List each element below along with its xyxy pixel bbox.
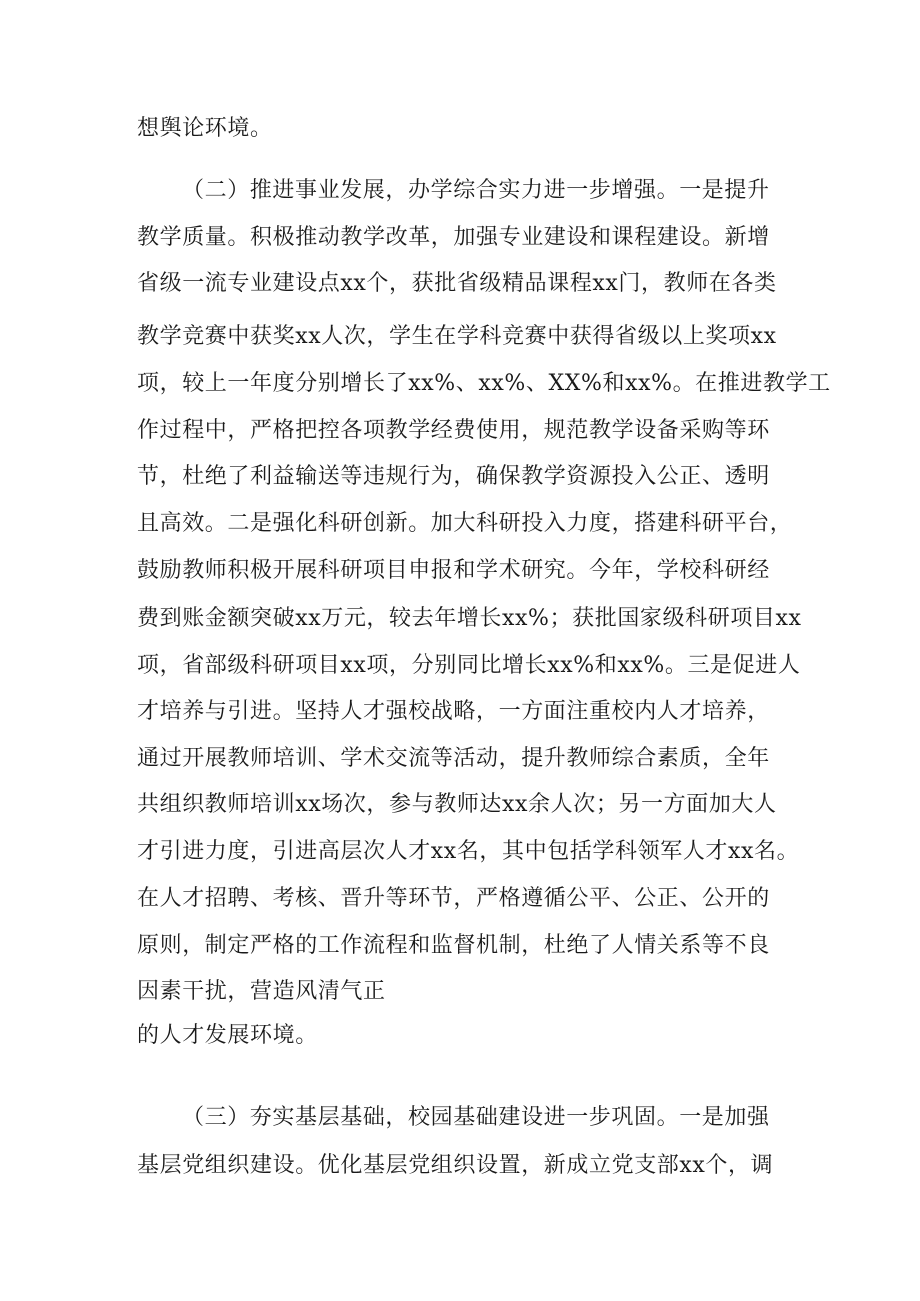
- text-line: 教学竞赛中获奖xx人次，学生在学科竞赛中获得省级以上奖项xx: [137, 324, 777, 349]
- text-line: 项，省部级科研项目xx项，分别同比增长xx%和xx%。三是促进人: [137, 653, 801, 678]
- text-line: 基层党组织建设。优化基层党组织设置，新成立党支部xx个，调: [137, 1153, 774, 1178]
- text-line: 教学质量。积极推动教学改革，加强专业建设和课程建设。新增: [137, 225, 770, 250]
- text-line: 且高效。二是强化科研创新。加大科研投入力度，搭建科研平台，: [137, 511, 793, 536]
- section-heading-2: （二）推进事业发展，办学综合实力进一步增强。一是提升: [182, 178, 770, 203]
- text-line: 才培养与引进。坚持人才强校战略，一方面注重校内人才培养，: [137, 699, 770, 724]
- text-line: 鼓励教师积极开展科研项目申报和学术研究。今年，学校科研经: [137, 558, 770, 583]
- text-line: 在人才招聘、考核、晋升等环节，严格遵循公平、公正、公开的: [137, 886, 770, 911]
- text-line: 费到账金额突破xx万元，较去年增长xx%；获批国家级科研项目xx: [137, 606, 802, 631]
- text-line: 通过开展教师培训、学术交流等活动，提升教师综合素质，全年: [137, 746, 770, 771]
- text-line: 省级一流专业建设点xx个，获批省级精品课程xx门，教师在各类: [137, 271, 777, 296]
- text-line: 项，较上一年度分别增长了xx%、xx%、XX%和xx%。在推进教学工: [137, 371, 831, 396]
- section-heading-3: （三）夯实基层基础，校园基础建设进一步巩固。一是加强: [182, 1105, 770, 1130]
- text-line: 因素干扰，营造风清气正: [137, 979, 386, 1004]
- text-line: 想舆论环境。: [137, 116, 273, 141]
- text-line: 节，杜绝了利益输送等违规行为，确保教学资源投入公正、透明: [137, 464, 770, 489]
- text-line: 原则，制定严格的工作流程和监督机制，杜绝了人情关系等不良: [137, 933, 770, 958]
- text-line: 共组织教师培训xx场次，参与教师达xx余人次；另一方面加大人: [137, 792, 777, 817]
- text-line: 才引进力度，引进高层次人才xx名，其中包括学科领军人才xx名。: [137, 839, 800, 864]
- text-line: 的人才发展环境。: [137, 1023, 318, 1048]
- text-line: 作过程中，严格把控各项教学经费使用，规范教学设备采购等环: [137, 418, 770, 443]
